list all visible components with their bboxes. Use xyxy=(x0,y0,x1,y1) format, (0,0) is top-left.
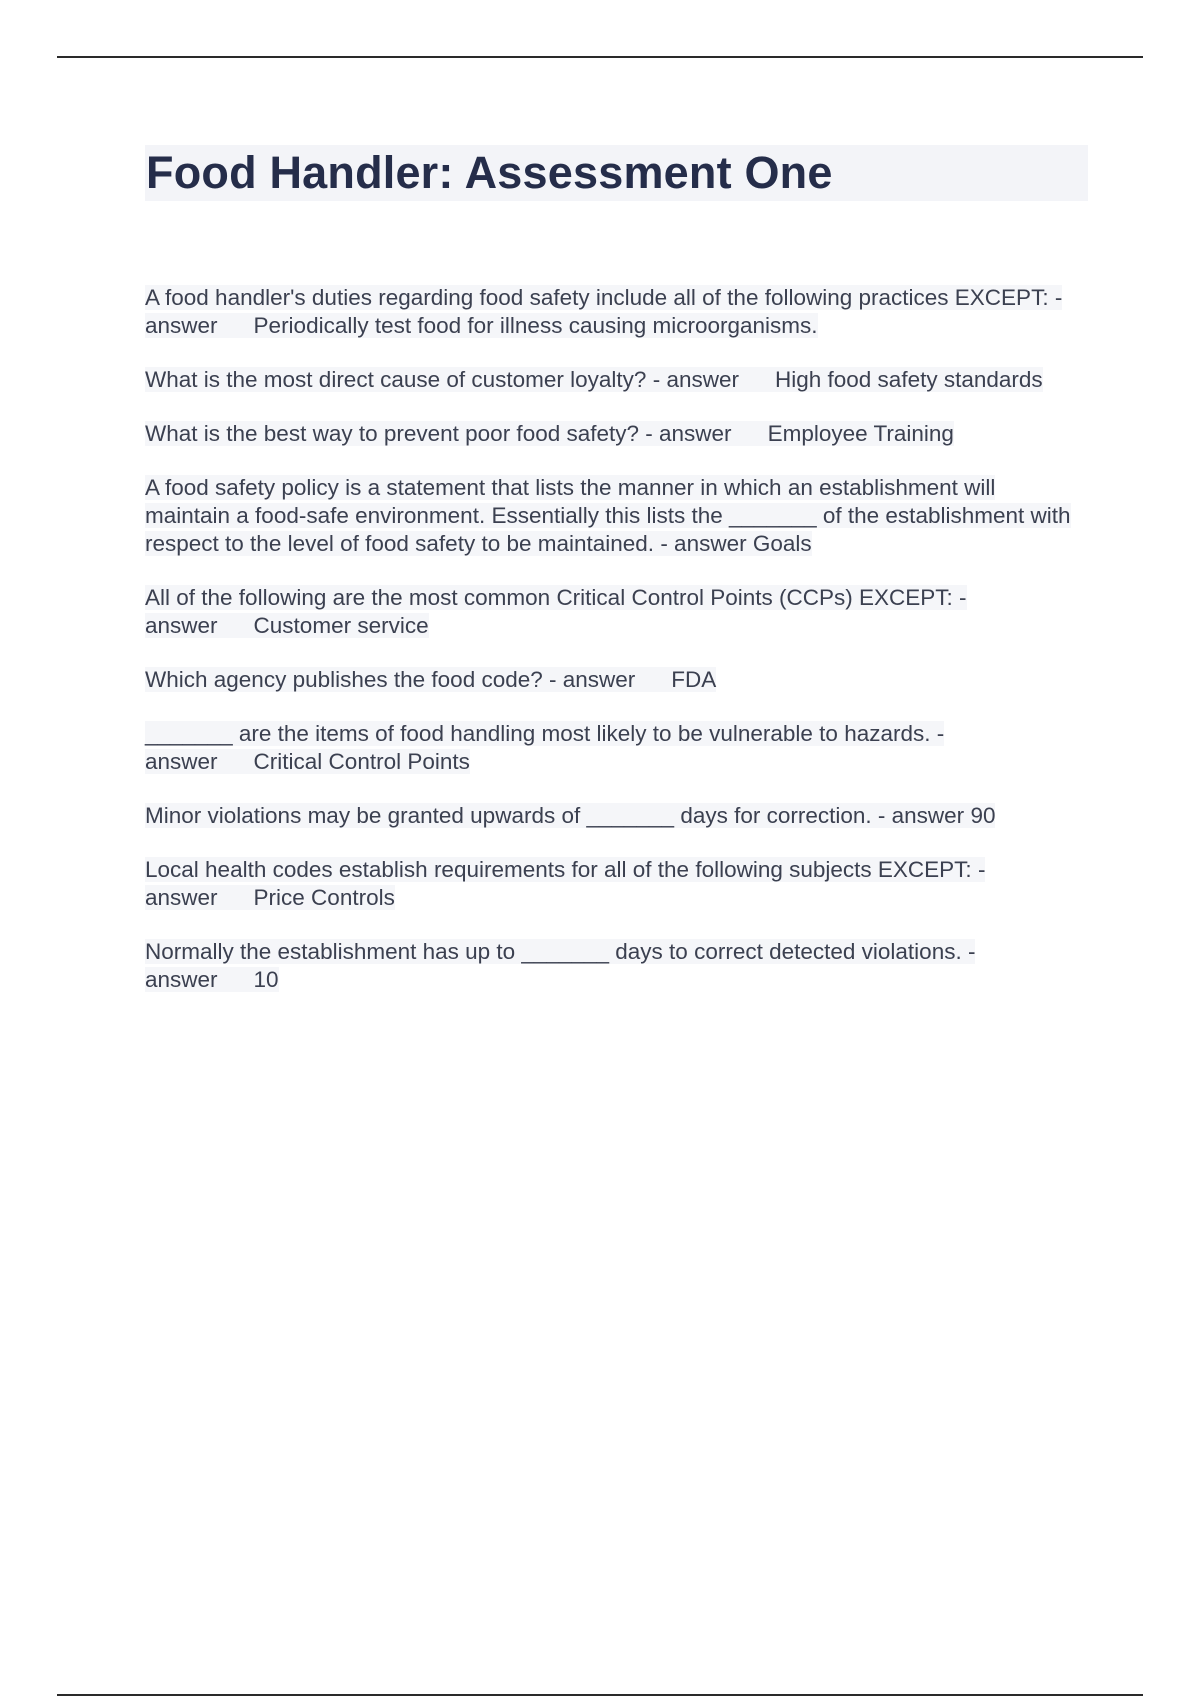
qa-item-6 xyxy=(145,666,1075,694)
answer-text: Customer service xyxy=(253,613,429,638)
question-text: Local health codes establish requirements for all of the following subjects EXCEPT: - answer xyxy=(145,857,986,910)
question-text: _______ are the items of food handling most likely to be vulnerable to hazards. - answer xyxy=(145,721,945,774)
answer-text: 10 xyxy=(253,967,279,992)
question-text: Minor violations may be granted upwards of _______ days for correction. - answer xyxy=(145,803,965,828)
qa-item-2 xyxy=(145,366,1075,394)
qa-item-7 xyxy=(145,720,1075,776)
answer-text: Critical Control Points xyxy=(253,749,470,774)
bottom-rule xyxy=(57,1694,1143,1696)
answer-text: Price Controls xyxy=(253,885,395,910)
qa-item-5 xyxy=(145,584,1075,640)
qa-item-9 xyxy=(145,856,1075,912)
qa-item-3 xyxy=(145,420,1075,448)
top-rule xyxy=(57,56,1143,58)
question-text: Which agency publishes the food code? - answer xyxy=(145,667,636,692)
question-list xyxy=(145,284,1075,1020)
answer-text: High food safety standards xyxy=(774,367,1043,392)
question-text: What is the most direct cause of customer loyalty? - answer xyxy=(145,367,739,392)
answer-text: FDA xyxy=(671,667,717,692)
qa-item-8 xyxy=(145,802,1075,830)
question-text: What is the best way to prevent poor food safety? - answer xyxy=(145,421,732,446)
answer-text: Periodically test food for illness causing microorganisms. xyxy=(253,313,818,338)
document-title: Food Handler: Assessment One xyxy=(146,147,833,198)
answer-text: Employee Training xyxy=(767,421,954,446)
question-text: A food handler's duties regarding food safety include all of the following practices EXCEPT: - answer xyxy=(145,285,1063,338)
qa-item-1 xyxy=(145,284,1075,340)
title-block xyxy=(145,145,1088,201)
qa-item-4 xyxy=(145,474,1075,558)
question-text: Normally the establishment has up to _______ days to correct detected violations. - answer xyxy=(145,939,976,992)
answer-text: 90 xyxy=(970,803,996,828)
answer-text: Goals xyxy=(752,531,812,556)
question-text: All of the following are the most common Critical Control Points (CCPs) EXCEPT: - answer xyxy=(145,585,967,638)
qa-item-10 xyxy=(145,938,1075,994)
question-text: A food safety policy is a statement that lists the manner in which an establishment will maintain a food-safe environment. Essentially this lists the _______ of the establishment with respect to the level of food safety to be maintained. - answer xyxy=(145,475,1071,556)
